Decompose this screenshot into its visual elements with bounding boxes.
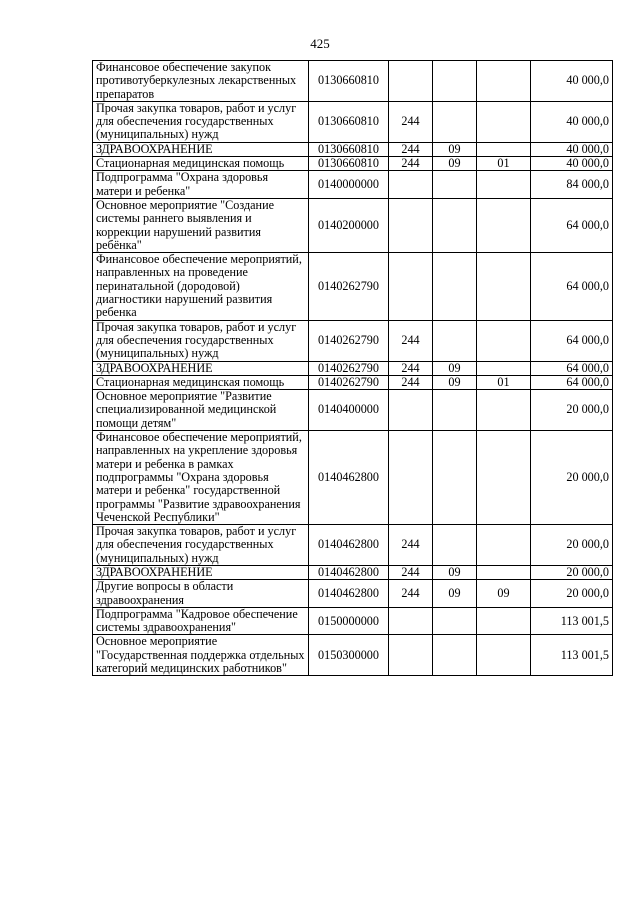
expense-type-cell: 244 <box>389 565 433 579</box>
row-name-cell: Стационарная медицинская помощь <box>93 157 309 171</box>
table-row <box>93 171 613 199</box>
table-row <box>93 157 613 171</box>
amount-cell: 20 000,0 <box>531 565 613 579</box>
section-cell <box>433 525 477 566</box>
subsection-cell <box>477 101 531 142</box>
amount-cell: 40 000,0 <box>531 157 613 171</box>
budget-table <box>92 60 613 676</box>
target-code-cell: 0150300000 <box>309 635 389 676</box>
amount-cell: 20 000,0 <box>531 390 613 431</box>
table-row <box>93 142 613 156</box>
amount-cell: 64 000,0 <box>531 361 613 375</box>
expense-type-cell <box>389 635 433 676</box>
row-name-cell: Другие вопросы в области здравоохранения <box>93 580 309 608</box>
row-name-cell: ЗДРАВООХРАНЕНИЕ <box>93 142 309 156</box>
target-code-cell: 0140262790 <box>309 253 389 320</box>
expense-type-cell: 244 <box>389 580 433 608</box>
section-cell: 09 <box>433 361 477 375</box>
expense-type-cell <box>389 253 433 320</box>
target-code-cell: 0130660810 <box>309 142 389 156</box>
subsection-cell <box>477 361 531 375</box>
amount-cell: 20 000,0 <box>531 431 613 525</box>
section-cell: 09 <box>433 375 477 389</box>
row-name-cell: Стационарная медицинская помощь <box>93 375 309 389</box>
amount-cell: 40 000,0 <box>531 101 613 142</box>
subsection-cell: 01 <box>477 157 531 171</box>
amount-cell: 64 000,0 <box>531 320 613 361</box>
expense-type-cell: 244 <box>389 142 433 156</box>
target-code-cell: 0140000000 <box>309 171 389 199</box>
table-row <box>93 198 613 252</box>
target-code-cell: 0140462800 <box>309 580 389 608</box>
section-cell: 09 <box>433 157 477 171</box>
subsection-cell <box>477 142 531 156</box>
expense-type-cell <box>389 61 433 102</box>
table-row <box>93 61 613 102</box>
target-code-cell: 0140462800 <box>309 565 389 579</box>
row-name-cell: Основное мероприятие "Создание системы раннего выявления и коррекции нарушений развития ребёнка" <box>93 198 309 252</box>
section-cell <box>433 390 477 431</box>
subsection-cell <box>477 390 531 431</box>
amount-cell: 40 000,0 <box>531 61 613 102</box>
section-cell <box>433 607 477 635</box>
target-code-cell: 0140462800 <box>309 525 389 566</box>
row-name-cell: Подпрограмма "Охрана здоровья матери и ребенка" <box>93 171 309 199</box>
target-code-cell: 0140262790 <box>309 320 389 361</box>
row-name-cell: Прочая закупка товаров, работ и услуг для обеспечения государственных (муниципальных) нужд <box>93 320 309 361</box>
row-name-cell: Финансовое обеспечение мероприятий, направленных на укрепление здоровья матери и ребенка в рамках подпрограммы "Охрана здоровья матери и ребенка" государственной программы "Развитие здравоохранения Чеченской Республики" <box>93 431 309 525</box>
subsection-cell: 01 <box>477 375 531 389</box>
expense-type-cell <box>389 198 433 252</box>
table-row <box>93 525 613 566</box>
subsection-cell <box>477 565 531 579</box>
section-cell <box>433 171 477 199</box>
target-code-cell: 0140262790 <box>309 361 389 375</box>
subsection-cell <box>477 198 531 252</box>
table-row <box>93 361 613 375</box>
subsection-cell <box>477 253 531 320</box>
expense-type-cell: 244 <box>389 361 433 375</box>
expense-type-cell: 244 <box>389 375 433 389</box>
row-name-cell: Финансовое обеспечение закупок противотуберкулезных лекарственных препаратов <box>93 61 309 102</box>
amount-cell: 64 000,0 <box>531 375 613 389</box>
row-name-cell: ЗДРАВООХРАНЕНИЕ <box>93 361 309 375</box>
target-code-cell: 0130660810 <box>309 157 389 171</box>
amount-cell: 84 000,0 <box>531 171 613 199</box>
expense-type-cell <box>389 390 433 431</box>
row-name-cell: ЗДРАВООХРАНЕНИЕ <box>93 565 309 579</box>
amount-cell: 64 000,0 <box>531 253 613 320</box>
target-code-cell: 0140462800 <box>309 431 389 525</box>
section-cell <box>433 253 477 320</box>
target-code-cell: 0150000000 <box>309 607 389 635</box>
table-row <box>93 253 613 320</box>
table-row <box>93 390 613 431</box>
amount-cell: 113 001,5 <box>531 607 613 635</box>
section-cell <box>433 198 477 252</box>
section-cell <box>433 61 477 102</box>
subsection-cell <box>477 171 531 199</box>
amount-cell: 20 000,0 <box>531 580 613 608</box>
subsection-cell <box>477 431 531 525</box>
section-cell: 09 <box>433 142 477 156</box>
table-row <box>93 375 613 389</box>
expense-type-cell <box>389 171 433 199</box>
expense-type-cell: 244 <box>389 320 433 361</box>
target-code-cell: 0130660810 <box>309 61 389 102</box>
expense-type-cell: 244 <box>389 101 433 142</box>
section-cell <box>433 320 477 361</box>
row-name-cell: Подпрограмма "Кадровое обеспечение системы здравоохранения" <box>93 607 309 635</box>
section-cell <box>433 101 477 142</box>
table-row <box>93 320 613 361</box>
expense-type-cell: 244 <box>389 525 433 566</box>
target-code-cell: 0130660810 <box>309 101 389 142</box>
page-number: 425 <box>310 36 330 51</box>
table-row <box>93 431 613 525</box>
target-code-cell: 0140200000 <box>309 198 389 252</box>
target-code-cell: 0140400000 <box>309 390 389 431</box>
section-cell <box>433 431 477 525</box>
expense-type-cell: 244 <box>389 157 433 171</box>
target-code-cell: 0140262790 <box>309 375 389 389</box>
section-cell: 09 <box>433 565 477 579</box>
subsection-cell <box>477 320 531 361</box>
row-name-cell: Основное мероприятие "Развитие специализированной медицинской помощи детям" <box>93 390 309 431</box>
subsection-cell <box>477 525 531 566</box>
amount-cell: 64 000,0 <box>531 198 613 252</box>
subsection-cell: 09 <box>477 580 531 608</box>
row-name-cell: Прочая закупка товаров, работ и услуг для обеспечения государственных (муниципальных) нужд <box>93 101 309 142</box>
table-row <box>93 635 613 676</box>
row-name-cell: Основное мероприятие "Государственная поддержка отдельных категорий медицинских работников" <box>93 635 309 676</box>
amount-cell: 40 000,0 <box>531 142 613 156</box>
subsection-cell <box>477 61 531 102</box>
section-cell: 09 <box>433 580 477 608</box>
expense-type-cell <box>389 431 433 525</box>
amount-cell: 113 001,5 <box>531 635 613 676</box>
amount-cell: 20 000,0 <box>531 525 613 566</box>
section-cell <box>433 635 477 676</box>
table-row <box>93 607 613 635</box>
row-name-cell: Финансовое обеспечение мероприятий, направленных на проведение перинатальной (дородовой) диагностики нарушений развития ребенка <box>93 253 309 320</box>
row-name-cell: Прочая закупка товаров, работ и услуг для обеспечения государственных (муниципальных) нужд <box>93 525 309 566</box>
table-row <box>93 101 613 142</box>
subsection-cell <box>477 635 531 676</box>
table-row <box>93 580 613 608</box>
subsection-cell <box>477 607 531 635</box>
expense-type-cell <box>389 607 433 635</box>
table-row <box>93 565 613 579</box>
